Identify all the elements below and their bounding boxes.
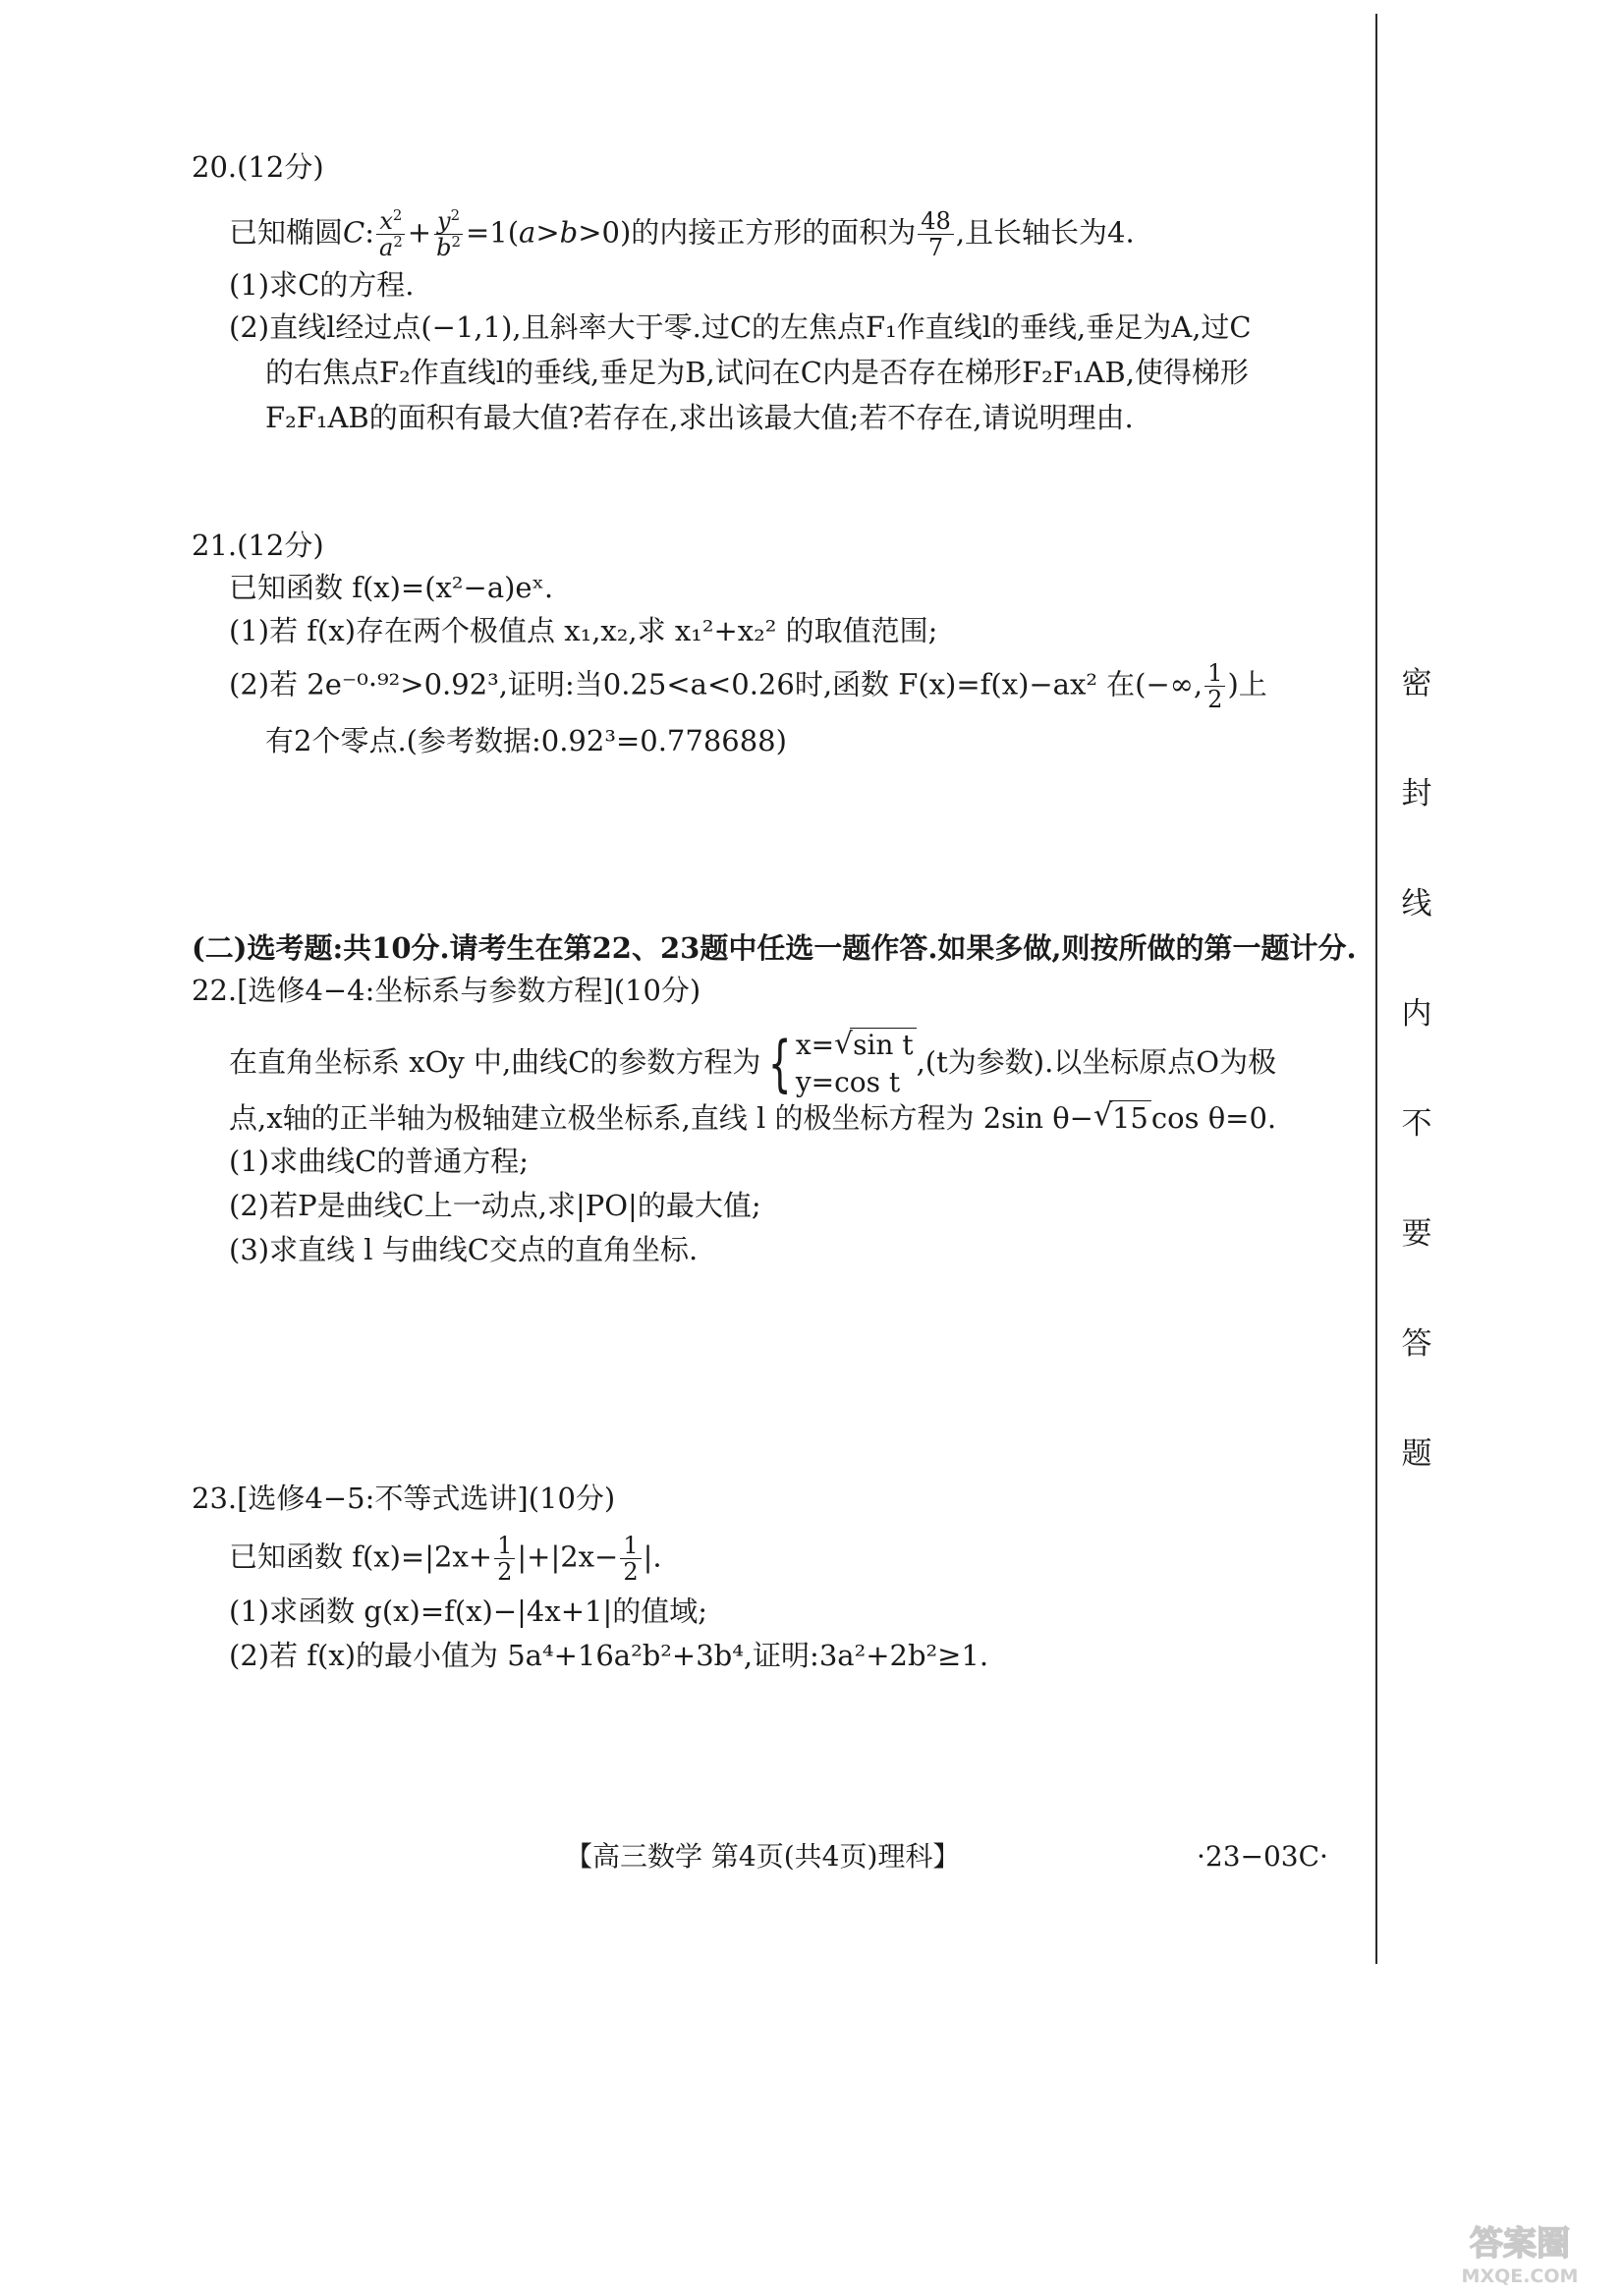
watermark-url: MXQE.COM [1461, 2266, 1579, 2287]
seal-line [1375, 14, 1377, 1964]
q23-part1: (1)求函数 g(x)=f(x)−|4x+1|的值域; [229, 1595, 708, 1628]
parametric-system: { x=√ sin t y=cos t [760, 1027, 916, 1101]
q21-header: 21.(12分) [192, 529, 324, 562]
seal-char: 要 [1401, 1216, 1432, 1252]
q23-part2: (2)若 f(x)的最小值为 5a⁴+16a²b²+3b⁴,证明:3a²+2b²≥1. [229, 1639, 989, 1672]
seal-char: 封 [1401, 776, 1432, 812]
q23-stem: 已知函数 f(x)=|2x+ $\frac{1}{2}$ |+|2x− $\frac{1}{2}$ |. [229, 1532, 662, 1586]
watermark-title: 答案圈 [1470, 2224, 1570, 2264]
q23-header: 23.[选修4−5:不等式选讲](10分) [192, 1482, 616, 1515]
seal-char: 内 [1401, 996, 1432, 1032]
page-footer: 【高三数学 第4页(共4页)理科】 [565, 1840, 961, 1873]
q22-header: 22.[选修4−4:坐标系与参数方程](10分) [192, 974, 701, 1007]
q22-part1: (1)求曲线C的普通方程; [229, 1145, 530, 1178]
section-2-heading: (二)选考题:共10分.请考生在第22、23题中任选一题作答.如果多做,则按所做的第一题计分. [192, 931, 1357, 965]
q20-part1: (1)求C的方程. [229, 268, 415, 302]
seal-char: 答 [1401, 1326, 1432, 1362]
q21-stem: 已知函数 f(x)=(x²−a)eˣ. [229, 571, 554, 604]
q22-stem-line1: 在直角坐标系 xOy 中,曲线C的参数方程为 { x=√ sin t y=cos t ,(t为参数).以坐标原点O为极 [229, 1027, 1276, 1101]
q21-part2-line1: (2)若 2e⁻⁰·⁹²>0.92³,证明:当0.25<a<0.26时,函数 F(x)=f(x)−ax² 在(−∞, $\frac{1}{2}$ )上 [229, 659, 1267, 713]
q20-part2-line3: F₂F₁AB的面积有最大值?若存在,求出该最大值;若不存在,请说明理由. [265, 401, 1134, 434]
q22-stem-line2: 点,x轴的正半轴为极轴建立极坐标系,直线 l 的极坐标方程为 2sin θ−√ 15 cos θ=0. [229, 1098, 1276, 1138]
q20-part2-line2: 的右焦点F₂作直线l的垂线,垂足为B,试问在C内是否存在梯形F₂F₁AB,使得梯形 [265, 356, 1249, 389]
q21-part1: (1)若 f(x)存在两个极值点 x₁,x₂,求 x₁²+x₂² 的取值范围; [229, 614, 938, 647]
q20-part2-line1: (2)直线l经过点(−1,1),且斜率大于零.过C的左焦点F₁作直线l的垂线,垂足为A,过C [229, 310, 1252, 344]
seal-char: 不 [1401, 1106, 1432, 1142]
q21-part2-line2: 有2个零点.(参考数据:0.92³=0.778688) [265, 724, 787, 757]
q20-header: 20.(12分) [192, 150, 324, 184]
q22-part2: (2)若P是曲线C上一动点,求|PO|的最大值; [229, 1189, 761, 1222]
q20-stem: 已知椭圆C: $\frac{x^2}{a^2}$ + $\frac{y^2}{b^2}$ =1(a>b>0)的内接正方形的面积为 $\frac{48}{7}$ ,且长轴长为4. [229, 206, 1135, 261]
seal-char: 线 [1401, 886, 1432, 922]
paper-code: ·23−03C· [1197, 1840, 1328, 1873]
q22-part3: (3)求直线 l 与曲线C交点的直角坐标. [229, 1233, 699, 1266]
seal-char: 密 [1401, 666, 1432, 701]
seal-char: 题 [1401, 1436, 1432, 1472]
site-watermark-logo [1429, 2215, 1611, 2289]
